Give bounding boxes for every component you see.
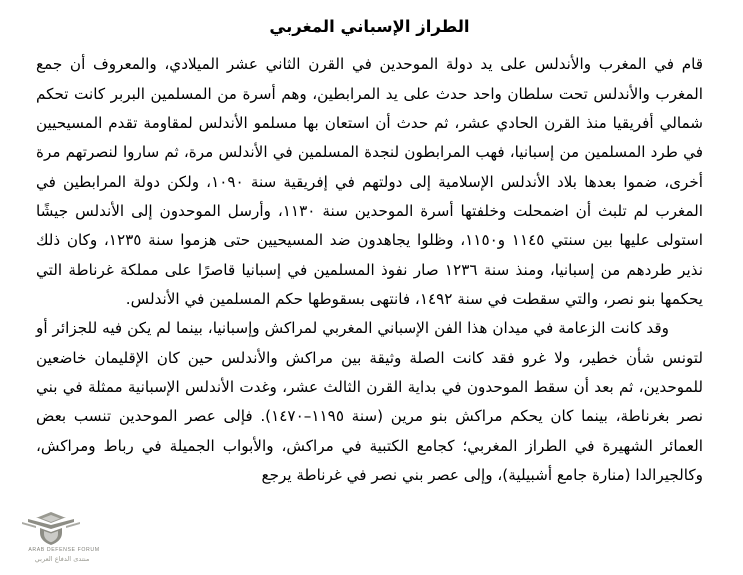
watermark-text-ar: منتدى الدفاع العربي <box>34 555 90 563</box>
page-title: الطراز الإسباني المغربي <box>269 17 470 36</box>
document-body <box>36 50 703 490</box>
watermark-text-en: ARAB DEFENSE FORUM <box>28 547 100 553</box>
paragraph: وقد كانت الزعامة في ميدان هذا الفن الإسباني المغربي لمراكش وإسبانيا، بينما لم يكن فيه للجزائر أو لتونس شأن خطير، ولا غرو فقد كانت الصلة وثيقة بين مراكش والأندلس حين كان الإقليمان خاضعين للموحدين، ثم بعد أن سقط الموحدون في بداية القرن الثالث عشر، وغدت الأندلس الإسبانية ممثلة في بني نصر بغرناطة، بينما كان يحكم مراكش بنو مرين (سنة ١١٩٥–١٤٧٠). فإلى عصر الموحدين تنسب بعض العمائر الشهيرة في الطراز المغربي؛ كجامع الكتبية في مراكش، والأبواب الجميلة في رباط ومراكش، وكالجيرالدا (منارة جامع أشبيلية)، وإلى عصر بني نصر في غرناطة يرجع <box>36 319 703 484</box>
shield-eagle-icon <box>20 509 82 549</box>
watermark <box>6 509 118 571</box>
paragraph: قام في المغرب والأندلس على يد دولة الموحدين في القرن الثاني عشر الميلادي، والمعروف أن جمع المغرب والأندلس تحت سلطان واحد حدث على يد المرابطين، وهم أسرة من المسلمين البربر كانت تحكم شمالي أفريقيا منذ القرن الحادي عشر، ثم حدث أن استعان بها مسلمو الأندلس لمقاومة تقدم المسيحيين في طرد المسلمين من إسبانيا، فهب المرابطون لنجدة المسلمين في الأندلس مرة، ثم ساروا لنصرتهم مرة أخرى، ضموا بعدها بلاد الأندلس الإسلامية إلى دولتهم في إفريقية سنة ١٠٩٠، ولكن دولة المرابطين في المغرب لم تلبث أن اضمحلت وخلفتها أسرة الموحدين سنة ١١٣٠، وأرسل الموحدون إلى الأندلس جيشًا استولى عليها بين سنتي ١١٤٥ و١١٥٠، وظلوا يجاهدون ضد المسيحيين حتى هزموا سنة ١٢٣٥، وكان ذلك نذير طردهم من إسبانيا، ومنذ سنة ١٢٣٦ صار نفوذ المسلمين في إسبانيا قاصرًا على مملكة غرناطة التي يحكمها بنو نصر، والتي سقطت في سنة ١٤٩٢، فانتهى بسقوطها حكم المسلمين في الأندلس. <box>36 55 703 309</box>
